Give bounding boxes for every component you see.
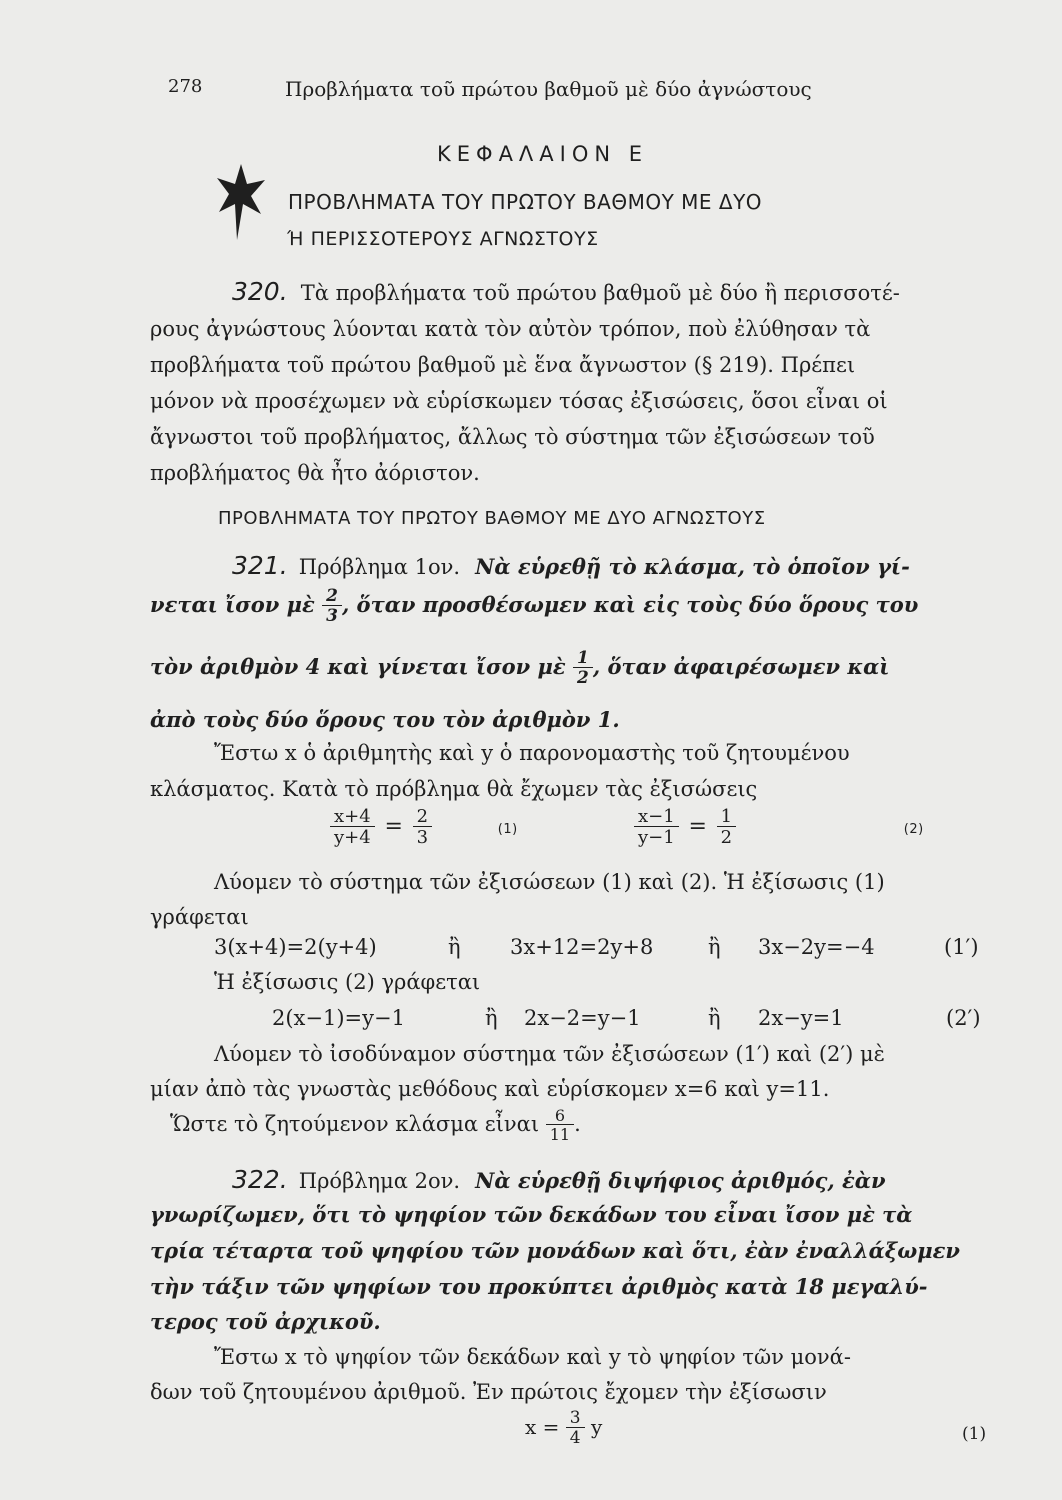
solution-line2: κλάσματος. Κατὰ τὸ πρόβλημα θὰ ἔχωμεν τὰς ἐξισώσεις <box>150 777 758 801</box>
solution-line8: Ὥστε τὸ ζητούμενον κλάσμα εἶναι $\frac{6}{11}$ . <box>170 1106 581 1144</box>
page-number: 278 <box>168 76 203 97</box>
para-320-line1: 320. Τὰ προβλήματα τοῦ πρώτου βαθμοῦ μὲ δύο ἢ περισσοτέ- <box>232 277 900 306</box>
solution-line1: Ἔστω x ὁ ἀριθμητὴς καὶ y ὁ παρονομαστὴς τοῦ ζητουμένου <box>214 741 850 765</box>
solution-line5: Ἡ ἐξίσωσις (2) γράφεται <box>214 970 481 994</box>
equation-tag: (1) <box>497 821 518 837</box>
equation-row-1: 3(x+4)=2(y+4) ἢ 3x+12=2y+8 ἢ 3x−2y=−4 (1′) <box>214 935 979 959</box>
problem-322-line1: 322. Πρόβλημα 2ον. Νὰ εὑρεθῇ διψήφιος ἀριθμός, ἐὰν <box>232 1165 886 1194</box>
equation-1: $\frac{x+4}{y+4}$ = $\frac{2}{3}$ (1) <box>330 808 518 847</box>
equation-tag: (2) <box>903 821 924 837</box>
problem-321-line3: τὸν ἀριθμὸν 4 καὶ γίνεται ἴσον μὲ $\frac{1}{2}$ , ὅταν ἀφαιρέσωμεν καὶ <box>150 648 890 688</box>
fraction: $\frac{2}{3}$ <box>322 588 342 625</box>
para-320-line4: μόνον νὰ προσέχωμεν νὰ εὑρίσκωμεν τόσας ἐξισώσεις, ὅσοι εἶναι οἱ <box>150 389 888 413</box>
equation-322-1: x = $\frac{3}{4}$ y <box>525 1408 603 1448</box>
solution-line4: γράφεται <box>150 905 249 929</box>
solution-line3: Λύομεν τὸ σύστημα τῶν ἐξισώσεων (1) καὶ (2). Ἡ ἐξίσωσις (1) <box>214 870 885 894</box>
para-320-line6: προβλήματος θὰ ἦτο ἀόριστον. <box>150 461 480 485</box>
problem-322-line5: τερος τοῦ ἀρχικοῦ. <box>150 1309 381 1334</box>
problem-321-line4: ἀπὸ τοὺς δύο ὅρους του τὸν ἀριθμὸν 1. <box>150 707 620 732</box>
chapter-title-line1: ΠΡΟΒΛΗΜΑΤΑ ΤΟΥ ΠΡΩΤΟΥ ΒΑΘΜΟΥ ΜΕ ΔΥΟ <box>288 190 763 214</box>
solution-line6: Λύομεν τὸ ἰσοδύναμον σύστημα τῶν ἐξισώσεων (1′) καὶ (2′) μὲ <box>214 1042 885 1066</box>
star-icon <box>215 162 267 242</box>
problem-322-line3: τρία τέταρτα τοῦ ψηφίου τῶν μονάδων καὶ ὅτι, ἐὰν ἐναλλάξωμεν <box>150 1238 960 1263</box>
para-320-line3: προβλήματα τοῦ πρώτου βαθμοῦ μὲ ἕνα ἄγνωστον (§ 219). Πρέπει <box>150 353 856 377</box>
equation-row-2: 2(x−1)=y−1 ἢ 2x−2=y−1 ἢ 2x−y=1 (2′) <box>272 1006 981 1030</box>
problem-322-line2: γνωρίζωμεν, ὅτι τὸ ψηφίον τῶν δεκάδων του εἶναι ἴσον μὲ τὰ <box>150 1202 913 1227</box>
section-number: 322. <box>232 1165 288 1194</box>
equation-2: $\frac{x-1}{y-1}$ = $\frac{1}{2}$ (2) <box>634 808 924 847</box>
equation-tag: (1) <box>962 1424 987 1444</box>
equation-tag: (2′) <box>946 1006 981 1030</box>
problem-title: Πρόβλημα 1ον. <box>298 555 461 579</box>
fraction: $\frac{1}{2}$ <box>573 650 593 687</box>
chapter-title-line2: Ή ΠΕΡΙΣΣΟΤΕΡΟΥΣ ΑΓΝΩΣΤΟΥΣ <box>287 228 599 250</box>
para-320-line5: ἄγνωστοι τοῦ προβλήματος, ἄλλως τὸ σύστημα τῶν ἐξισώσεων τοῦ <box>150 425 875 449</box>
solution-322-line1: Ἔστω x τὸ ψηφίον τῶν δεκάδων καὶ y τὸ ψηφίον τῶν μονά- <box>214 1345 851 1369</box>
section-number: 321. <box>232 551 288 580</box>
problem-321-line2: νεται ἴσον μὲ $\frac{2}{3}$ , ὅταν προσθέσωμεν καὶ εἰς τοὺς δύο ὅρους του <box>150 586 919 626</box>
solution-line7: μίαν ἀπὸ τὰς γνωστὰς μεθόδους καὶ εὑρίσκομεν x=6 καὶ y=11. <box>150 1077 830 1101</box>
equation-tag: (1′) <box>944 935 979 959</box>
running-title: Προβλήματα τοῦ πρώτου βαθμοῦ μὲ δύο ἀγνώστους <box>285 77 812 101</box>
section-heading: ΠΡΟΒΛΗΜΑΤΑ ΤΟΥ ΠΡΩΤΟΥ ΒΑΘΜΟΥ ΜΕ ΔΥΟ ΑΓΝΩΣΤΟΥΣ <box>218 508 766 529</box>
problem-title: Πρόβλημα 2ον. <box>298 1169 461 1193</box>
answer-fraction: $\frac{6}{11}$ <box>546 1108 574 1143</box>
problem-322-line4: τὴν τάξιν τῶν ψηφίων του προκύπτει ἀριθμὸς κατὰ 18 μεγαλύ- <box>150 1274 928 1299</box>
problem-321-line1: 321. Πρόβλημα 1ον. Νὰ εὑρεθῇ τὸ κλάσμα, τὸ ὁποῖον γί- <box>232 551 910 580</box>
section-number: 320. <box>232 277 288 306</box>
solution-322-line2: δων τοῦ ζητουμένου ἀριθμοῦ. Ἐν πρώτοις ἔχομεν τὴν ἐξίσωσιν <box>150 1380 827 1404</box>
chapter-label: ΚΕΦΑΛΑΙΟΝ Ε <box>437 142 649 166</box>
para-320-line2: ρους ἀγνώστους λύονται κατὰ τὸν αὐτὸν τρόπον, ποὺ ἐλύθησαν τὰ <box>150 317 871 341</box>
